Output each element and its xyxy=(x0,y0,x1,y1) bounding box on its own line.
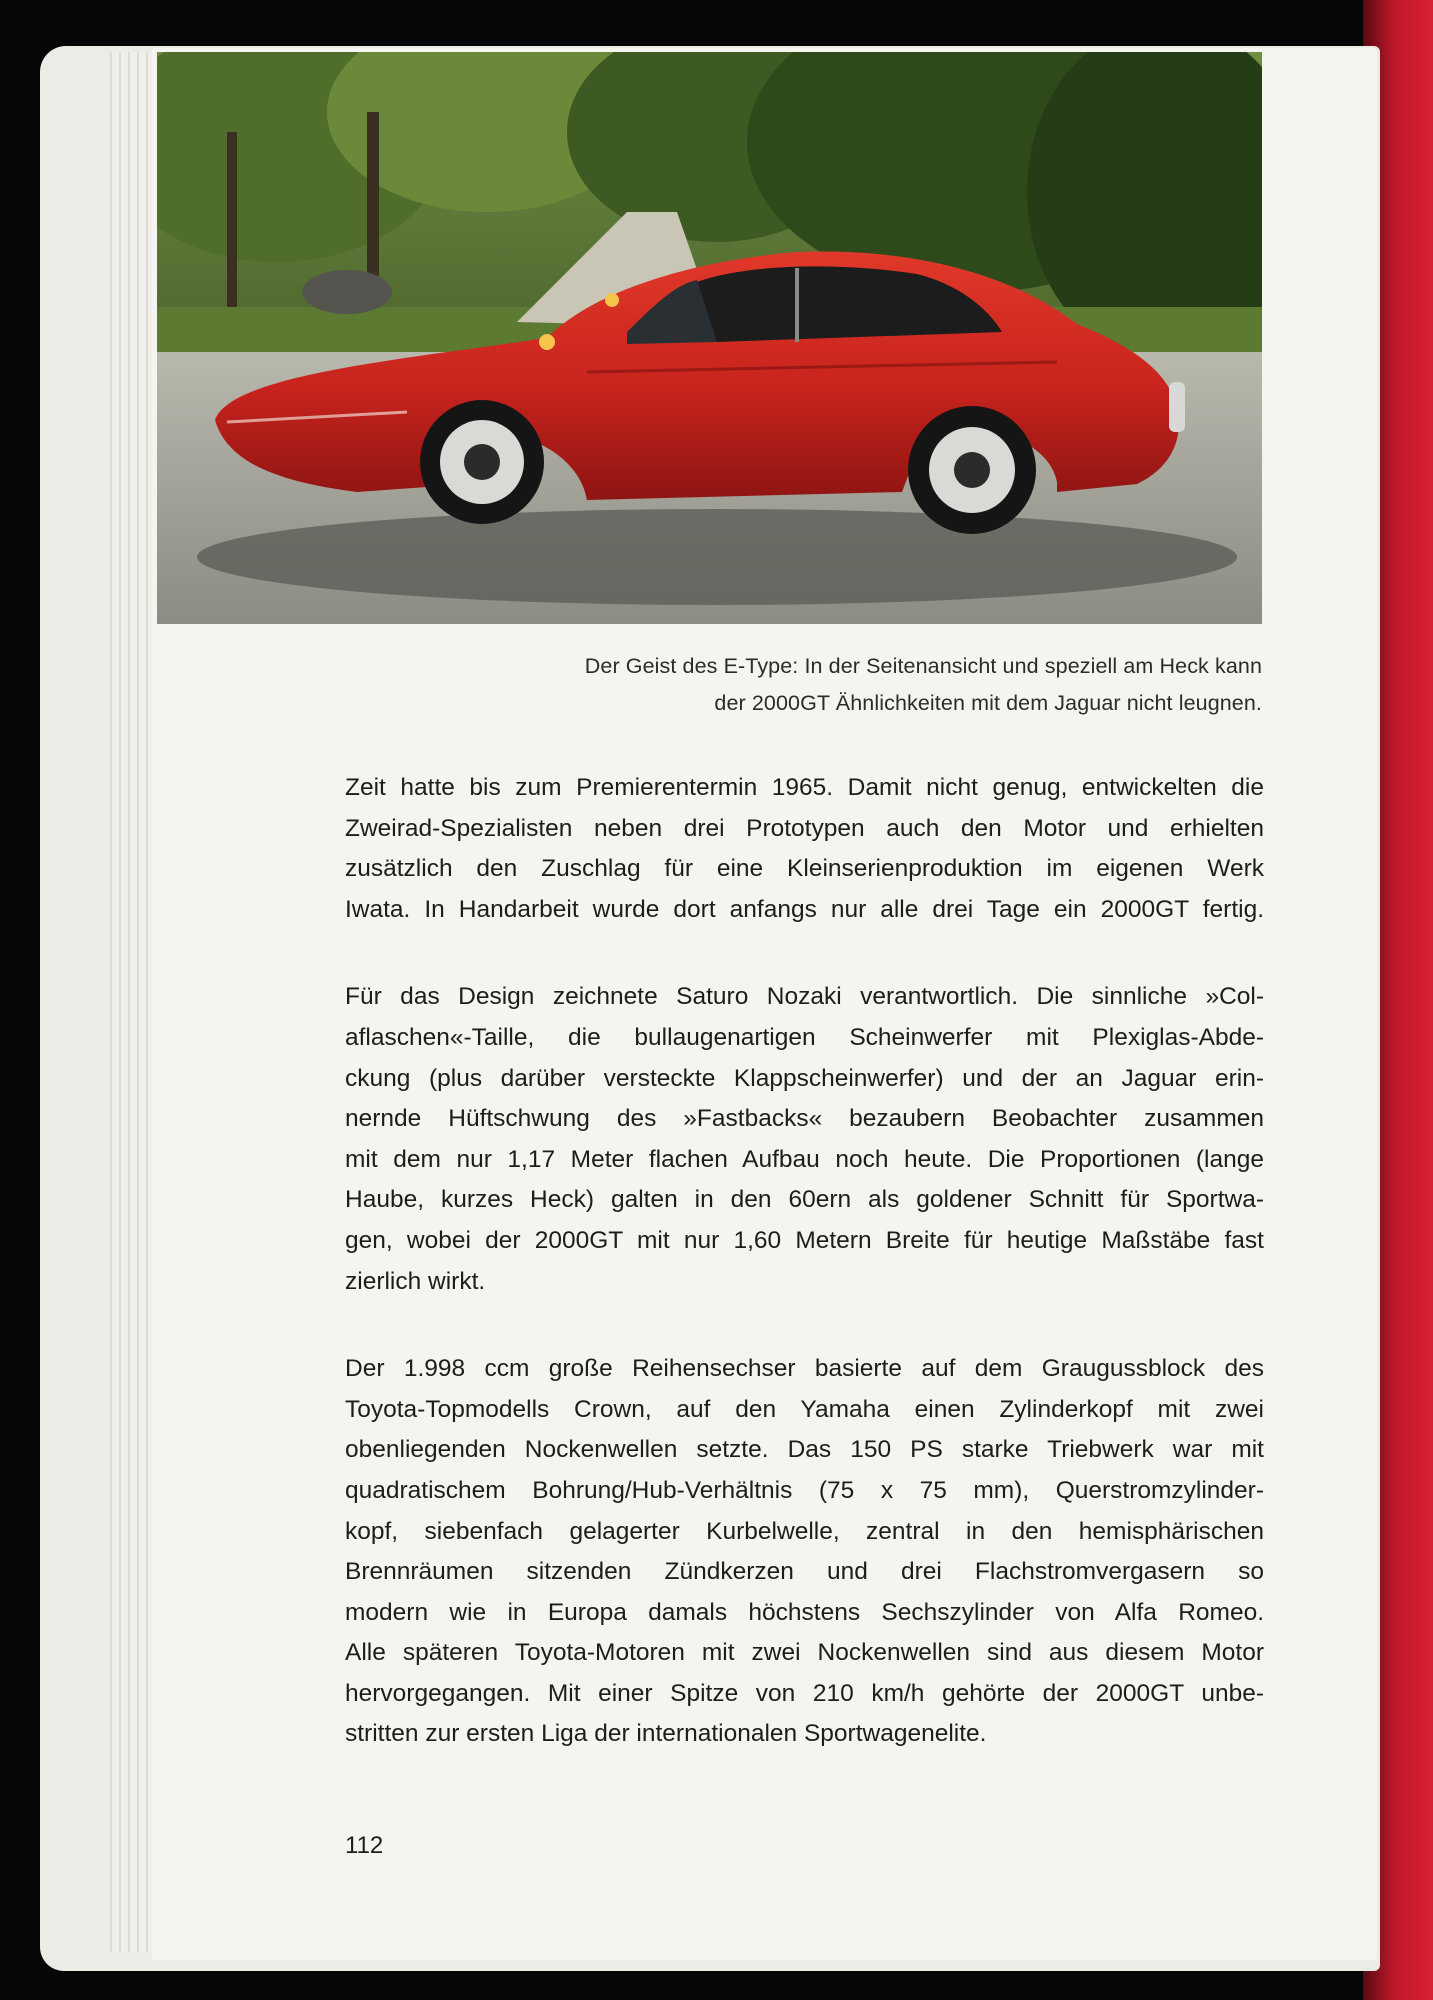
text-line: stritten zur ersten Liga der internationalen Sportwagenelite. xyxy=(345,1720,987,1748)
paragraph xyxy=(345,977,1264,1302)
text-line: obenliegenden Nockenwellen setzte. Das 150 PS starke Triebwerk war mit xyxy=(345,1436,1264,1464)
text-line: Zweirad-Spezialisten neben drei Prototypen auch den Motor und erhielten xyxy=(345,814,1264,842)
text-line: hervorgegangen. Mit einer Spitze von 210 km/h gehörte der 2000GT unbe- xyxy=(345,1679,1264,1707)
photo-caption xyxy=(400,648,1262,722)
text-line: zierlich wirkt. xyxy=(345,1267,486,1295)
paragraph xyxy=(345,768,1264,930)
text-line: gen, wobei der 2000GT mit nur 1,60 Metern Breite für heutige Maßstäbe fast xyxy=(345,1226,1264,1254)
text-line: modern wie in Europa damals höchstens Sechszylinder von Alfa Romeo. xyxy=(345,1598,1264,1626)
car-photo xyxy=(157,52,1262,624)
page-number: 112 xyxy=(345,1832,384,1859)
text-line: quadratischem Bohrung/Hub-Verhältnis (75 x 75 mm), Querstromzylinder- xyxy=(345,1476,1264,1504)
caption-line: der 2000GT Ähnlichkeiten mit dem Jaguar nicht leugnen. xyxy=(714,691,1262,715)
text-line: Toyota-Topmodells Crown, auf den Yamaha einen Zylinderkopf mit zwei xyxy=(345,1395,1264,1423)
text-line: kopf, siebenfach gelagerter Kurbelwelle, zentral in den hemisphärischen xyxy=(345,1517,1264,1545)
paragraph xyxy=(345,1349,1264,1755)
body-text xyxy=(345,768,1264,1802)
text-line: zusätzlich den Zuschlag für eine Kleinserienproduktion im eigenen Werk xyxy=(345,855,1264,883)
car-photo-illustration xyxy=(157,52,1262,624)
text-line: mit dem nur 1,17 Meter flachen Aufbau noch heute. Die Proportionen (lange xyxy=(345,1145,1264,1173)
text-line: nernde Hüftschwung des »Fastbacks« bezaubern Beobachter zusammen xyxy=(345,1105,1264,1133)
text-line: Brennräumen sitzenden Zündkerzen und drei Flachstromvergasern so xyxy=(345,1558,1264,1586)
caption-line: Der Geist des E-Type: In der Seitenansicht und speziell am Heck kann xyxy=(584,654,1262,678)
text-line: Alle späteren Toyota-Motoren mit zwei Nockenwellen sind aus diesem Motor xyxy=(345,1639,1264,1667)
text-line: Iwata. In Handarbeit wurde dort anfangs nur alle drei Tage ein 2000GT fertig. xyxy=(345,895,1264,923)
text-line: ckung (plus darüber versteckte Klappscheinwerfer) und der an Jaguar erin- xyxy=(345,1064,1264,1092)
text-line: Zeit hatte bis zum Premierentermin 1965. Damit nicht genug, entwickelten die xyxy=(345,774,1264,801)
text-line: aflaschen«-Taille, die bullaugenartigen Scheinwerfer mit Plexiglas-Abde- xyxy=(345,1023,1264,1051)
text-line: Der 1.998 ccm große Reihensechser basierte auf dem Graugussblock des xyxy=(345,1355,1264,1383)
text-line: Für das Design zeichnete Saturo Nozaki verantwortlich. Die sinnliche »Col- xyxy=(345,983,1264,1011)
text-line: Haube, kurzes Heck) galten in den 60ern als goldener Schnitt für Sportwa- xyxy=(345,1186,1264,1214)
